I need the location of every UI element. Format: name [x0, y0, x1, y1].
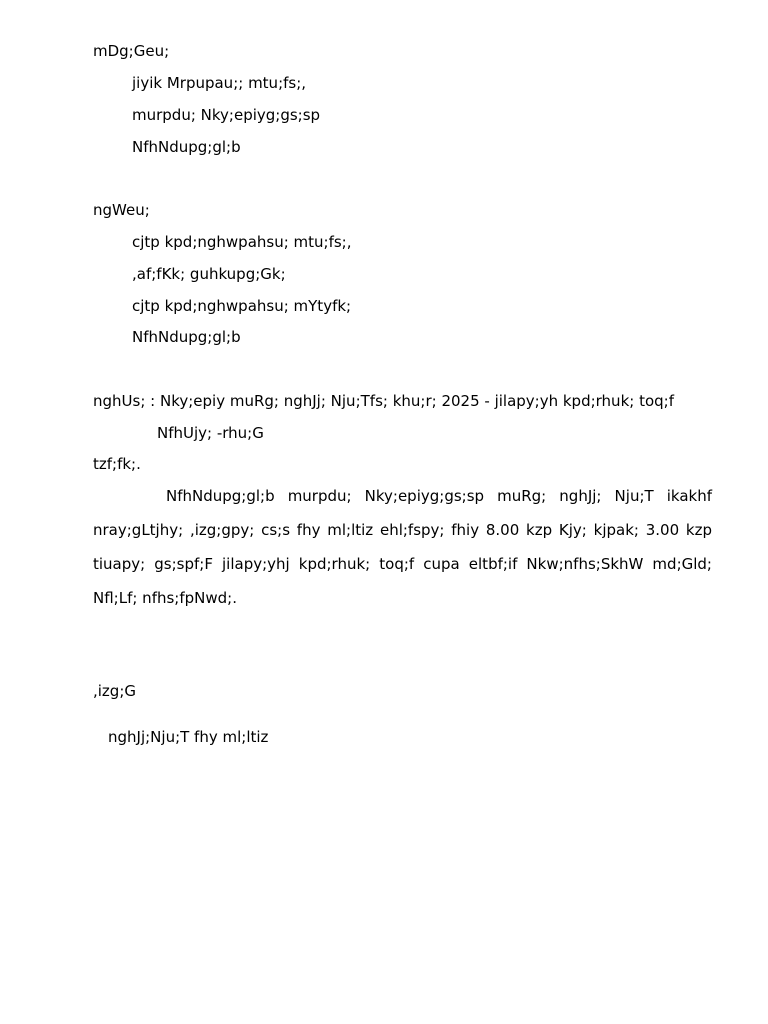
- subject-line: nghUs; : Nky;epiy muRg; nghJj; Nju;Tfs; khu;r; 2025 - jilapy;yh kpd;rhuk; toq;f: [93, 392, 674, 410]
- body-line-2: nray;gLtjhy; ,izg;gpy; cs;s fhy ml;ltiz ehl;fspy; fhiy 8.00 kzp Kjy; kjpak; 3.00 kzp: [93, 521, 712, 539]
- subject-continuation: NfhUjy; -rhu;G: [157, 424, 264, 442]
- to-line-3: cjtp kpd;nghwpahsu; mYtyfk;: [132, 297, 352, 315]
- from-line-2: murpdu; Nky;epiyg;gs;sp: [132, 106, 321, 124]
- to-heading: ngWeu;: [93, 201, 150, 219]
- from-heading: mDg;Geu;: [93, 42, 170, 60]
- to-line-1: cjtp kpd;nghwpahsu; mtu;fs;,: [132, 233, 352, 251]
- signature: nghJj;Nju;T fhy ml;ltiz: [108, 728, 269, 746]
- from-line-1: jiyik Mrpupau;; mtu;fs;,: [132, 74, 307, 92]
- to-line-4: NfhNdupg;gl;b: [132, 328, 241, 346]
- greeting: tzf;fk;.: [93, 455, 141, 473]
- body-line-3: tiuapy; gs;spf;F jilapy;yhj kpd;rhuk; toq;f cupa eltbf;if Nkw;nfhs;SkhW md;Gld;: [93, 555, 712, 573]
- body-line-4: Nfl;Lf; nfhs;fpNwd;.: [93, 589, 237, 607]
- from-line-3: NfhNdupg;gl;b: [132, 138, 241, 156]
- to-line-2: ,af;fKk; guhkupg;Gk;: [132, 265, 286, 283]
- body-line-1: NfhNdupg;gl;b murpdu; Nky;epiyg;gs;sp muRg; nghJj; Nju;T ikakhf: [166, 487, 712, 505]
- closing: ,izg;G: [93, 682, 137, 700]
